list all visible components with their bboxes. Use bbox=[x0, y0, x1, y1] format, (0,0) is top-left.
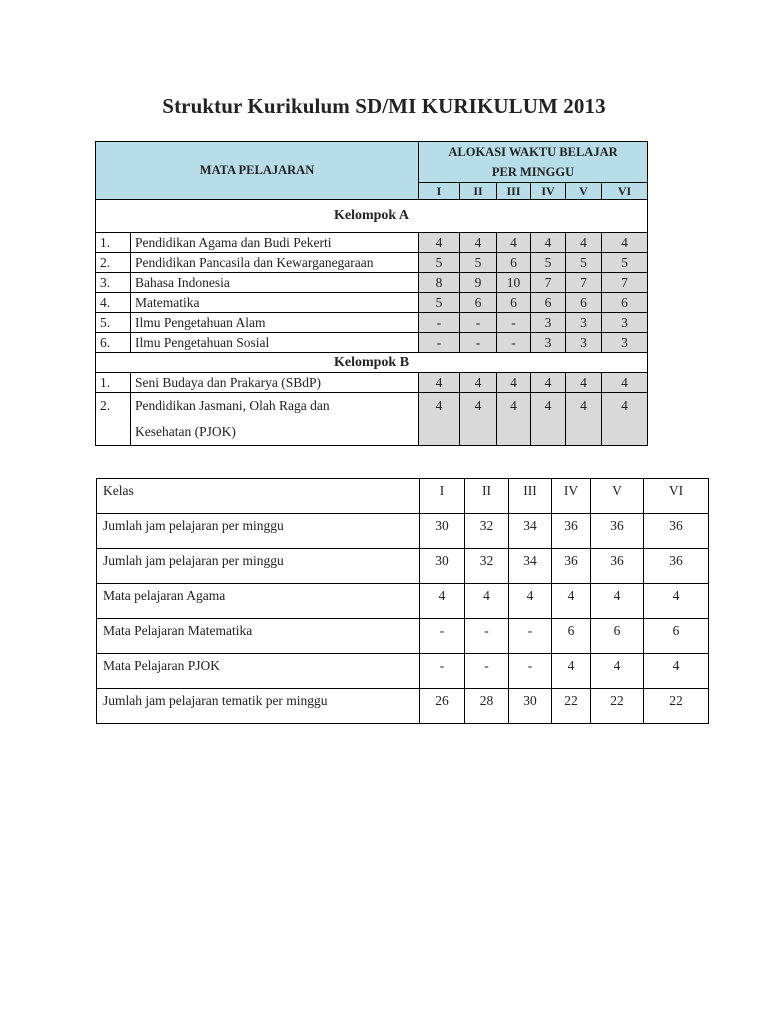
table-row bbox=[96, 293, 648, 313]
hours-cell: 26 bbox=[420, 689, 465, 724]
hours-cell: 6 bbox=[497, 293, 531, 313]
hours-cell: 6 bbox=[566, 293, 602, 313]
subject-name: Matematika bbox=[131, 293, 419, 313]
hours-cell: 5 bbox=[419, 253, 460, 273]
hours-cell: 3 bbox=[531, 313, 566, 333]
group-a-heading: Kelompok A bbox=[96, 200, 648, 233]
hours-cell: 4 bbox=[566, 393, 602, 446]
hours-cell: - bbox=[420, 654, 465, 689]
table-row bbox=[97, 654, 709, 689]
row-number: 4. bbox=[96, 293, 131, 313]
subject-name: Seni Budaya dan Prakarya (SBdP) bbox=[131, 373, 419, 393]
hours-cell: 3 bbox=[566, 313, 602, 333]
class-header: V bbox=[566, 183, 602, 200]
hours-cell: 4 bbox=[644, 654, 709, 689]
hours-cell: - bbox=[460, 313, 497, 333]
weekly-hours-rows bbox=[97, 479, 709, 724]
hours-cell: 6 bbox=[552, 619, 591, 654]
hours-cell: 5 bbox=[419, 293, 460, 313]
table-header-row bbox=[97, 479, 709, 514]
subject-name-line1: Pendidikan Jasmani, Olah Raga dan bbox=[135, 398, 330, 413]
hours-cell: 3 bbox=[602, 313, 648, 333]
hours-cell: 3 bbox=[602, 333, 648, 353]
row-label: Mata Pelajaran PJOK bbox=[97, 654, 420, 689]
hours-cell: - bbox=[465, 654, 509, 689]
row-number: 6. bbox=[96, 333, 131, 353]
hours-cell: 4 bbox=[531, 393, 566, 446]
hours-cell: 30 bbox=[420, 549, 465, 584]
class-header: VI bbox=[644, 479, 709, 514]
class-header: III bbox=[497, 183, 531, 200]
weekly-hours-table bbox=[96, 478, 709, 724]
hours-cell: 9 bbox=[460, 273, 497, 293]
subject-name: Bahasa Indonesia bbox=[131, 273, 419, 293]
hours-cell: - bbox=[419, 313, 460, 333]
table-row bbox=[96, 233, 648, 253]
hours-cell: 4 bbox=[419, 233, 460, 253]
hours-cell: 22 bbox=[644, 689, 709, 724]
hours-cell: 4 bbox=[419, 373, 460, 393]
hours-cell: - bbox=[509, 619, 552, 654]
class-header: V bbox=[591, 479, 644, 514]
row-number: 2. bbox=[96, 253, 131, 273]
hours-cell: 36 bbox=[644, 549, 709, 584]
class-header: VI bbox=[602, 183, 648, 200]
hours-cell: 22 bbox=[552, 689, 591, 724]
table-row bbox=[97, 689, 709, 724]
hours-cell: - bbox=[460, 333, 497, 353]
class-header: I bbox=[420, 479, 465, 514]
hours-cell: 22 bbox=[591, 689, 644, 724]
hours-cell: 4 bbox=[497, 373, 531, 393]
table-header-row bbox=[96, 142, 648, 183]
hours-cell: 30 bbox=[509, 689, 552, 724]
group-a-rows bbox=[96, 233, 648, 353]
row-number: 2. bbox=[96, 393, 131, 446]
hours-cell: 4 bbox=[419, 393, 460, 446]
hours-cell: 36 bbox=[591, 514, 644, 549]
subject-name: Pendidikan Pancasila dan Kewarganegaraan bbox=[131, 253, 419, 273]
hours-cell: 5 bbox=[531, 253, 566, 273]
hours-cell: - bbox=[497, 333, 531, 353]
table-row bbox=[97, 514, 709, 549]
row-label: Jumlah jam pelajaran per minggu bbox=[97, 549, 420, 584]
row-label: Mata Pelajaran Matematika bbox=[97, 619, 420, 654]
hours-cell: 6 bbox=[497, 253, 531, 273]
hours-cell: 5 bbox=[602, 253, 648, 273]
hours-cell: 4 bbox=[460, 373, 497, 393]
hours-cell: 7 bbox=[602, 273, 648, 293]
table-row bbox=[96, 333, 648, 353]
hours-cell: 10 bbox=[497, 273, 531, 293]
table-row bbox=[96, 313, 648, 333]
hours-cell: 6 bbox=[602, 293, 648, 313]
table-row bbox=[96, 253, 648, 273]
table-row bbox=[97, 584, 709, 619]
subject-name bbox=[131, 393, 419, 446]
hours-cell: 4 bbox=[644, 584, 709, 619]
hours-cell: 4 bbox=[566, 233, 602, 253]
row-label: Jumlah jam pelajaran per minggu bbox=[97, 514, 420, 549]
class-header: IV bbox=[531, 183, 566, 200]
hours-cell: - bbox=[497, 313, 531, 333]
hours-cell: 4 bbox=[460, 393, 497, 446]
hours-cell: 28 bbox=[465, 689, 509, 724]
hours-cell: 4 bbox=[531, 233, 566, 253]
hours-cell: - bbox=[419, 333, 460, 353]
hours-cell: 4 bbox=[465, 584, 509, 619]
hours-cell: 3 bbox=[566, 333, 602, 353]
table-row bbox=[96, 273, 648, 293]
group-row bbox=[96, 353, 648, 373]
subject-name: Ilmu Pengetahuan Alam bbox=[131, 313, 419, 333]
hours-cell: 4 bbox=[566, 373, 602, 393]
hours-cell: 34 bbox=[509, 514, 552, 549]
hours-cell: - bbox=[509, 654, 552, 689]
hours-cell: - bbox=[465, 619, 509, 654]
hours-cell: 36 bbox=[552, 549, 591, 584]
hours-cell: 4 bbox=[591, 654, 644, 689]
table-row bbox=[96, 373, 648, 393]
hours-cell: 5 bbox=[460, 253, 497, 273]
allocation-header bbox=[419, 142, 648, 183]
hours-cell: 30 bbox=[420, 514, 465, 549]
hours-cell: 3 bbox=[531, 333, 566, 353]
hours-cell: 8 bbox=[419, 273, 460, 293]
hours-cell: 5 bbox=[566, 253, 602, 273]
class-header: II bbox=[465, 479, 509, 514]
table-row bbox=[97, 549, 709, 584]
hours-cell: 4 bbox=[552, 654, 591, 689]
row-number: 1. bbox=[96, 233, 131, 253]
curriculum-structure-table bbox=[95, 141, 648, 446]
class-label: Kelas bbox=[97, 479, 420, 514]
subject-column-header: MATA PELAJARAN bbox=[96, 142, 419, 200]
hours-cell: 6 bbox=[460, 293, 497, 313]
hours-cell: 36 bbox=[552, 514, 591, 549]
subject-name: Pendidikan Agama dan Budi Pekerti bbox=[131, 233, 419, 253]
page-title: Struktur Kurikulum SD/MI KURIKULUM 2013 bbox=[162, 94, 606, 118]
hours-cell: 6 bbox=[531, 293, 566, 313]
group-row bbox=[96, 200, 648, 233]
row-label: Mata pelajaran Agama bbox=[97, 584, 420, 619]
hours-cell: 4 bbox=[602, 233, 648, 253]
hours-cell: 36 bbox=[591, 549, 644, 584]
hours-cell: 4 bbox=[497, 233, 531, 253]
hours-cell: 6 bbox=[591, 619, 644, 654]
hours-cell: 4 bbox=[602, 393, 648, 446]
table-row bbox=[96, 393, 648, 446]
subject-name-line2: Kesehatan (PJOK) bbox=[135, 424, 236, 439]
table-row bbox=[97, 619, 709, 654]
hours-cell: 32 bbox=[465, 514, 509, 549]
row-number: 1. bbox=[96, 373, 131, 393]
hours-cell: 4 bbox=[460, 233, 497, 253]
class-header: IV bbox=[552, 479, 591, 514]
allocation-header-line2: PER MINGGU bbox=[491, 165, 575, 179]
hours-cell: 4 bbox=[509, 584, 552, 619]
hours-cell: 4 bbox=[552, 584, 591, 619]
hours-cell: 6 bbox=[644, 619, 709, 654]
row-number: 5. bbox=[96, 313, 131, 333]
group-b-heading: Kelompok B bbox=[96, 353, 648, 373]
row-label: Jumlah jam pelajaran tematik per minggu bbox=[97, 689, 420, 724]
hours-cell: 7 bbox=[566, 273, 602, 293]
row-number: 3. bbox=[96, 273, 131, 293]
hours-cell: 32 bbox=[465, 549, 509, 584]
hours-cell: - bbox=[420, 619, 465, 654]
hours-cell: 7 bbox=[531, 273, 566, 293]
hours-cell: 36 bbox=[644, 514, 709, 549]
hours-cell: 4 bbox=[497, 393, 531, 446]
allocation-header-line1: ALOKASI WAKTU BELAJAR bbox=[448, 145, 618, 159]
hours-cell: 4 bbox=[420, 584, 465, 619]
subject-name: Ilmu Pengetahuan Sosial bbox=[131, 333, 419, 353]
hours-cell: 34 bbox=[509, 549, 552, 584]
hours-cell: 4 bbox=[591, 584, 644, 619]
hours-cell: 4 bbox=[602, 373, 648, 393]
class-header: I bbox=[419, 183, 460, 200]
class-header: III bbox=[509, 479, 552, 514]
class-header: II bbox=[460, 183, 497, 200]
hours-cell: 4 bbox=[531, 373, 566, 393]
